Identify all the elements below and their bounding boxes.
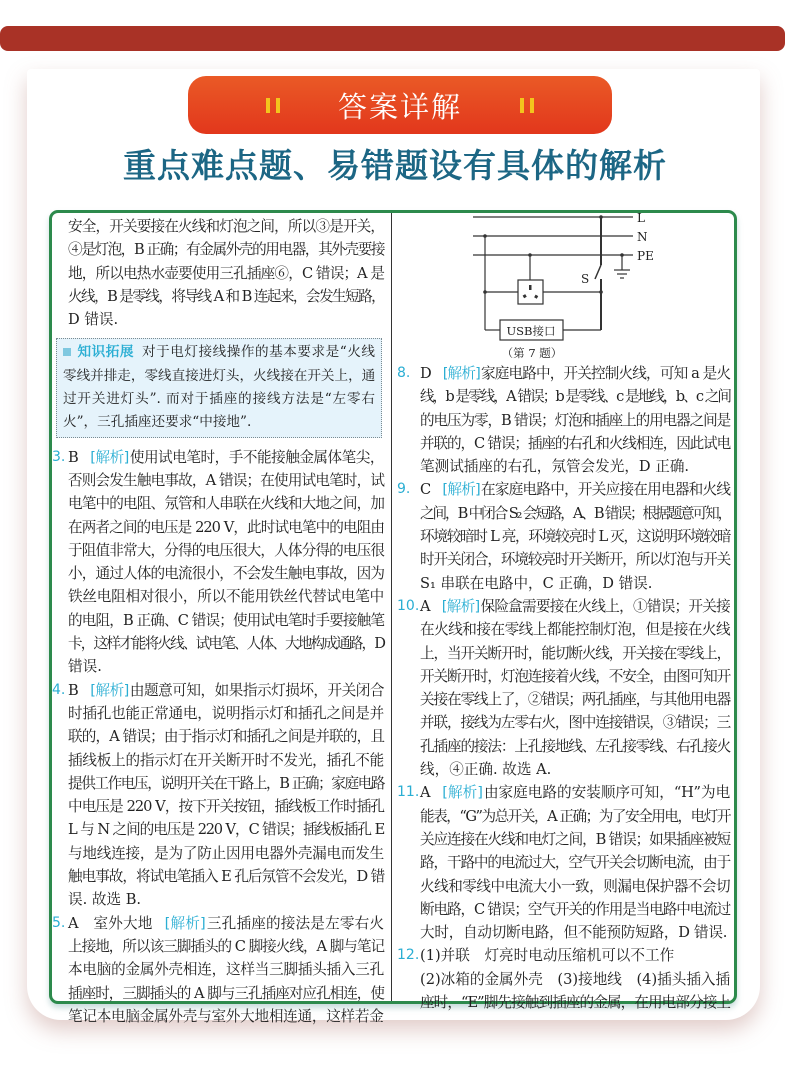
- knowledge-title: 知识拓展: [63, 344, 134, 360]
- section-badge: [188, 76, 612, 134]
- answer-text: 由题意可知，如果指示灯损坏，开关闭合: [129, 681, 384, 699]
- answer-line: 提供工作电压，说明开关在干路上，B 正确；家庭电路: [68, 774, 384, 792]
- answer-first-line: [420, 478, 730, 501]
- answer-line: 座时，“E”脚先接触到插座的金属，在用电部分接上: [420, 994, 730, 1012]
- answer-line: 铁丝电阻相对很小，所以不能用铁丝代替试电笔中: [68, 588, 384, 606]
- answer-line: 时插孔也能正常通电，说明指示灯和插孔之间是并: [68, 704, 384, 722]
- answer-line: L 与 N 之间的电压是 220 V，C 错误；插线板插孔 E: [68, 821, 384, 839]
- question-number: 11.: [397, 784, 420, 801]
- question-number: 9.: [397, 481, 411, 498]
- square-bullet-icon: [63, 348, 71, 356]
- label-N: N: [637, 230, 648, 244]
- answer-choice: B: [68, 681, 79, 699]
- answer-line: 在火线和接在零线上都能控制灯泡，但是接在火线: [420, 621, 731, 639]
- answer-item: [397, 781, 730, 944]
- answer-line: 线，④正确. 故选 A.: [420, 761, 552, 779]
- quote-mark-icon: [520, 98, 534, 113]
- answer-text: (1)并联 灯亮时电动压缩机可以不工作: [420, 947, 675, 965]
- answer-first-line: [420, 595, 730, 618]
- answer-line: 能表，“G”为总开关，A 正确；为了安全用电，电灯开: [420, 807, 730, 825]
- answer-line: 与地线连接，是为了防止因用电器外壳漏电而发生: [68, 844, 384, 862]
- answer-choice: D: [420, 365, 431, 382]
- section-badge-title: 答案详解: [337, 89, 462, 124]
- answer-item: [397, 478, 730, 594]
- answer-text: 家庭电路中，开关控制火线，可知 a 是火: [480, 365, 730, 382]
- answer-line: ④是灯泡，B 正确；有金属外壳的用电器，其外壳要接: [68, 241, 384, 259]
- column-divider: [391, 213, 392, 1001]
- analysis-tag: [解析]: [90, 681, 129, 699]
- quote-mark-icon: [266, 98, 280, 113]
- answer-item: [52, 446, 384, 679]
- answer-item: [397, 362, 730, 478]
- label-PE: PE: [637, 249, 654, 263]
- answer-page-frame: [49, 210, 737, 1025]
- answer-line: 的电阻，B 正确、C 错误；使用试电笔时手要接触笔: [68, 611, 384, 629]
- answer-line: (2)冰箱的金属外壳 (3)接地线 (4)插头插入插: [420, 970, 731, 988]
- knowledge-line: 过开关进灯头”. 而对于插座的接线方法是“左零右: [63, 391, 375, 408]
- answer-line: 否则会发生触电事故，A 错误；在使用试电笔时，试: [68, 471, 384, 489]
- question-number: 8.: [397, 365, 411, 381]
- answer-line: 关接在零线上了，②错误；两孔插座，与其他用电器: [420, 691, 730, 709]
- answer-line: 之间，B 中闭合 S₂ 会短路，A、B 错误；根据题意可知，: [420, 504, 730, 522]
- answer-first-line: [68, 912, 384, 935]
- question-number: 4.: [52, 681, 66, 698]
- circuit-diagram: [397, 211, 730, 362]
- answer-line: 并联的，C 错误；插座的右孔和火线相连，因此试电: [420, 434, 730, 452]
- answer-line: 时开关闭合，环境较亮时开关断开，所以灯泡与开关: [420, 551, 730, 569]
- answer-choice: B: [68, 448, 79, 466]
- top-banner-bar: [0, 26, 785, 51]
- answer-line: S₁ 串联在电路中，C 正确，D 错误.: [420, 574, 653, 592]
- answer-text: 使用试电笔时，手不能接触金属体笔尖，: [129, 448, 384, 466]
- answer-item: [397, 595, 730, 781]
- answer-line: 联的，A 错误；由于指示灯和插孔之间是并联的，且: [68, 728, 384, 746]
- analysis-tag: [解析]: [442, 481, 480, 499]
- answer-line: 误. 故选 B.: [68, 891, 142, 909]
- answer-line: 在两者之间的电压是 220 V，此时试电笔中的电阻由: [68, 518, 384, 536]
- answer-line: 火线，B 是零线，将导线 A 和 B 连起来，会发生短路，: [68, 287, 384, 305]
- answer-line: 上，当开关断开时，能切断火线，开关接在零线上，: [420, 644, 730, 662]
- switch-blade: [595, 265, 601, 279]
- answer-choice: C: [420, 481, 431, 499]
- question-number: 5.: [52, 914, 66, 931]
- socket-icon: [518, 280, 543, 304]
- answer-line: 并联，接线为左零右火，图中连接错误，③错误；三: [420, 714, 730, 732]
- question-number: 3.: [52, 448, 66, 465]
- answer-line: 大时，自动切断电路，但不能预防短路，D 错误.: [420, 924, 728, 942]
- answer-line: 安全，开关要接在火线和灯泡之间，所以③是开关，: [68, 218, 384, 235]
- right-column: [397, 211, 731, 1014]
- label-switch: S: [581, 272, 590, 286]
- answer-line: 小，通过人体的电流很小，不会发生触电事故，因为: [68, 565, 384, 583]
- question-number: 10.: [397, 597, 420, 614]
- diagram-caption: （第 7 题）: [501, 346, 563, 360]
- continued-answer: [52, 215, 384, 331]
- answer-text: 由家庭电路的安装顺序可知，“H”为电: [483, 784, 730, 802]
- answer-item: [52, 912, 384, 1028]
- analysis-tag: [解析]: [164, 914, 206, 932]
- knowledge-line: 对于电灯接线操作的基本要求是“火线: [142, 344, 376, 361]
- answer-line: 孔插座的接法：上孔接地线、左孔接零线、右孔接火: [420, 737, 730, 755]
- answer-line: 本电脑的金属外壳相连，这样当三脚插头插入三孔: [68, 961, 384, 979]
- answer-line: 开关断开时，灯泡连接着火线，不安全，由图可知开: [420, 667, 730, 685]
- answer-line: 于阻值非常大，分得的电压很大，人体分得的电压很: [68, 541, 384, 559]
- answer-text: 保险盒需要接在火线上，①错误；开关接: [480, 597, 730, 615]
- analysis-tag: [解析]: [442, 784, 483, 802]
- question-number: 12.: [397, 947, 420, 964]
- answer-line: 关应连接在火线和电灯之间，B 错误；如果插座被短: [420, 830, 730, 848]
- analysis-tag: [解析]: [442, 365, 480, 382]
- knowledge-line: 火”，三孔插座还要求“中接地”.: [63, 414, 252, 431]
- answer-line: 触电事故，将试电笔插入 E 孔后氖管不会发光，D 错: [68, 868, 384, 886]
- label-usb: USB接口: [506, 324, 556, 338]
- answer-item: [397, 944, 730, 1014]
- answer-line: 中电压是 220 V，按下开关按钮，插线板工作时插孔: [68, 798, 384, 816]
- knowledge-box: [56, 338, 382, 437]
- answer-line: 卡，这样才能将火线、试电笔、人体、大地构成通路，D: [68, 635, 384, 653]
- answer-line: 线，b 是零线，A 错误；b 是零线、c 是地线，b、c 之间: [420, 388, 730, 406]
- answer-choice: A 室外大地: [68, 914, 153, 932]
- answer-first-line: [420, 944, 730, 967]
- answer-line: 上接地，所以该三脚插头的 C 脚接火线，A 脚与笔记: [68, 937, 385, 955]
- answer-line: 笔记本电脑金属外壳与室外大地相连通，这样若金: [68, 1007, 384, 1025]
- answer-line: 的电压为零，B 错误；灯泡和插座上的用电器之间是: [420, 411, 730, 429]
- left-column: [52, 215, 384, 1028]
- label-L: L: [637, 211, 645, 225]
- answer-line: 电笔中的电阻、氖管和人串联在火线和大地之间，加: [68, 495, 384, 513]
- answer-first-line: [420, 362, 730, 385]
- answer-first-line: [68, 446, 384, 469]
- analysis-tag: [解析]: [441, 597, 480, 615]
- answer-text: 三孔插座的接法是左零右火: [206, 914, 384, 932]
- knowledge-line: 零线并排走，零线直接进灯头，火线接在开关上，通: [63, 367, 375, 384]
- answer-line: 插座时，三脚插头的 A 脚与三孔插座对应孔相连，使: [68, 984, 384, 1002]
- answer-line: 错误.: [68, 658, 102, 676]
- answer-line: 火线和零线中电流大小一致，则漏电保护器不会切: [420, 877, 731, 895]
- answer-first-line: [420, 781, 730, 804]
- answer-line: 环境较暗时 L 亮，环境较亮时 L 灭，这说明环境较暗: [420, 528, 730, 546]
- answer-item: [52, 679, 384, 912]
- answer-line: 地，所以电热水壶要使用三孔插座⑥，C 错误；A 是: [68, 264, 384, 282]
- answer-choice: A: [420, 597, 430, 615]
- answer-line: 笔测试插座的右孔，氖管会发光，D 正确.: [420, 458, 690, 476]
- answer-line: 断电路，C 错误；空气开关的作用是当电路中电流过: [420, 900, 730, 918]
- answer-choice: A: [420, 784, 431, 802]
- answer-text: 在家庭电路中，开关应接在用电器和火线: [481, 481, 731, 499]
- page-headline: 重点难点题、易错题设有具体的解析: [123, 146, 667, 185]
- answer-line: 插线板上的指示灯在开关断开时不发光，插孔不能: [68, 751, 384, 769]
- answer-first-line: [68, 679, 384, 702]
- answer-line: D 错误.: [68, 311, 119, 329]
- answer-line: 路，干路中的电流过大，空气开关会切断电流，由于: [420, 854, 730, 872]
- analysis-tag: [解析]: [90, 448, 129, 466]
